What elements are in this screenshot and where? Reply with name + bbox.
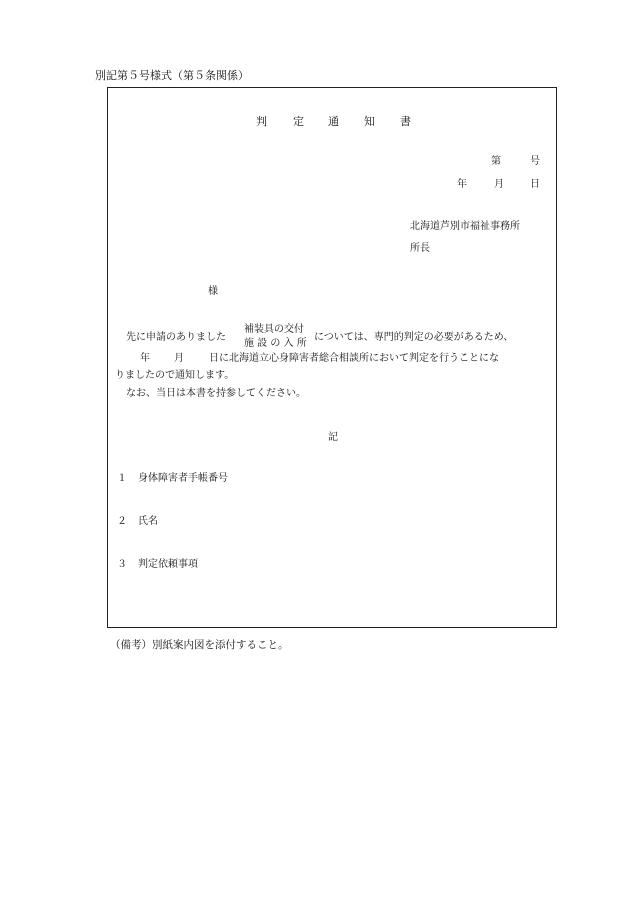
- date-month-label: 月: [494, 179, 504, 190]
- addressee-suffix: 様: [208, 286, 218, 297]
- item-label: 判定依頼事項: [138, 559, 198, 570]
- option-top: 補装具の交付: [244, 324, 304, 335]
- date-day-label: 日: [530, 179, 540, 190]
- body-line2-rest: 日に北海道立心身障害者総合相談所において判定を行うことにな: [209, 353, 499, 364]
- number-suffix: 号: [530, 156, 540, 167]
- title-char: 判: [256, 115, 267, 128]
- body-line2-month: 月: [174, 353, 184, 364]
- ki-label: 記: [328, 432, 338, 443]
- body-line4: なお、当日は本書を持参してください。: [126, 388, 306, 399]
- issuer-office: 北海道芦別市福祉事務所: [410, 221, 520, 232]
- item-number: ３: [117, 559, 127, 570]
- form-header-label: 別記第５号様式（第５条関係）: [95, 69, 249, 82]
- title-char: 通: [328, 115, 339, 128]
- item-number: ２: [117, 516, 127, 527]
- title-char: 知: [364, 115, 375, 128]
- remarks-note: （備考）別紙案内図を添付すること。: [110, 639, 289, 651]
- number-prefix: 第: [491, 156, 501, 167]
- title-char: 定: [293, 115, 304, 128]
- body-line2-year: 年: [140, 353, 150, 364]
- item-label: 身体障害者手帳番号: [138, 473, 228, 484]
- option-bottom: 施 設 の 入 所: [244, 338, 307, 349]
- title-char: 書: [400, 115, 411, 128]
- issuer-title: 所長: [410, 243, 430, 254]
- date-year-label: 年: [457, 179, 467, 190]
- body-line3: りましたので通知します。: [115, 370, 235, 381]
- item-label: 氏名: [138, 516, 158, 527]
- item-number: １: [117, 473, 127, 484]
- body-line1-before: 先に申請のありました: [126, 332, 226, 343]
- body-line1-after: については、専門的判定の必要があるため、: [314, 332, 514, 343]
